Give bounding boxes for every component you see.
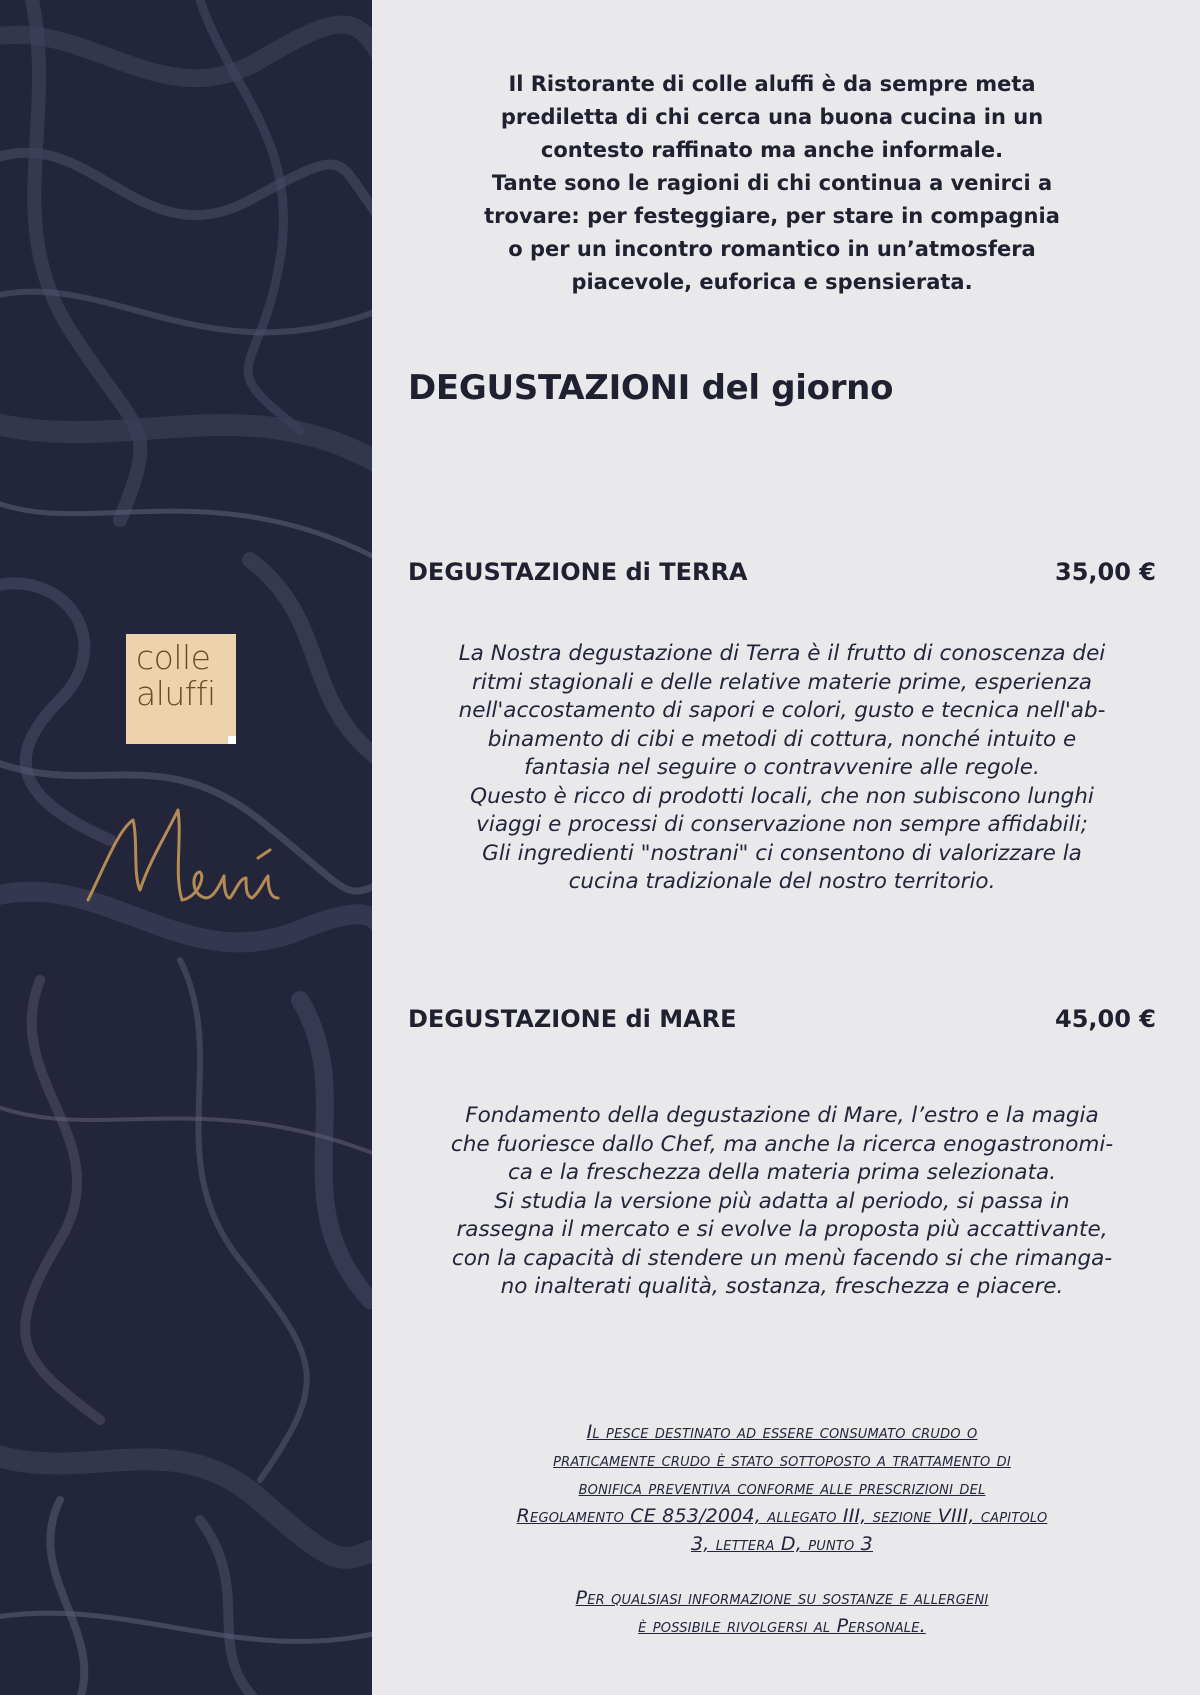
logo-line-2: aluffi	[136, 674, 216, 713]
notice-line: 3, lettera D, punto 3	[691, 1533, 873, 1555]
dish-description-terra	[412, 640, 1152, 897]
menu-script-lettering	[78, 780, 288, 930]
dish-name: DEGUSTAZIONE di TERRA	[408, 558, 748, 586]
intro-line: piacevole, euforica e spensierata.	[571, 270, 973, 294]
description-line: viaggi e processi di conservazione non sempre affidabili;	[476, 812, 1088, 837]
restaurant-intro	[462, 68, 1082, 299]
description-line: Fondamento della degustazione di Mare, l’estro e la magia	[465, 1103, 1099, 1128]
dish-price: 35,00 €	[1055, 558, 1156, 586]
description-line: Gli ingredienti "nostrani" ci consentono di valorizzare la	[482, 840, 1082, 866]
notice-line: bonifica preventiva conforme alle prescrizioni del	[578, 1477, 986, 1499]
dish-name: DEGUSTAZIONE di MARE	[408, 1005, 737, 1033]
notice-line: Regolamento CE 853/2004, allegato III, sezione VIII, capitolo	[516, 1505, 1048, 1527]
logo-line-1: colle	[136, 638, 211, 677]
notice-line: Il pesce destinato ad essere consumato crudo o	[586, 1421, 978, 1443]
brand-logo	[126, 634, 236, 744]
intro-line: o per un incontro romantico in un’atmosfera	[508, 237, 1036, 261]
description-line: che fuoriesce dallo Chef, ma anche la ricerca enogastronomi-	[450, 1131, 1114, 1157]
dish-header-mare	[408, 1005, 1156, 1033]
menu-content	[372, 0, 1200, 1695]
description-line: binamento di cibi e metodi di cottura, nonché intuito e	[487, 726, 1077, 752]
description-line: ca e la freschezza della materia prima selezionata.	[507, 1160, 1057, 1185]
description-line: nell'accostamento di sapori e colori, gusto e tecnica nell'ab-	[458, 698, 1106, 723]
raw-fish-notice	[412, 1418, 1152, 1558]
section-title: DEGUSTAZIONI del giorno	[408, 368, 894, 408]
notice-line: Per qualsiasi informazione su sostanze e allergeni	[575, 1587, 989, 1609]
intro-line: trovare: per festeggiare, per stare in compagnia	[484, 204, 1060, 228]
description-line: Si studia la versione più adatta al periodo, si passa in	[494, 1188, 1070, 1214]
dish-description-mare	[412, 1102, 1152, 1302]
allergen-notice	[412, 1584, 1152, 1640]
notice-line: praticamente crudo è stato sottoposto a trattamento di	[553, 1449, 1011, 1471]
dish-header-terra	[408, 558, 1156, 586]
intro-line: contesto raffinato ma anche informale.	[540, 138, 1004, 162]
logo-corner-mark	[228, 736, 236, 744]
intro-line: Tante sono le ragioni di chi continua a venirci a	[491, 171, 1053, 195]
description-line: fantasia nel seguire o contravvenire alle regole.	[524, 755, 1040, 780]
description-line: no inalterati qualità, sostanza, freschezza e piacere.	[500, 1274, 1064, 1299]
description-line: Questo è ricco di prodotti locali, che non subiscono lunghi	[470, 783, 1094, 809]
description-line: La Nostra degustazione di Terra è il frutto di conoscenza dei	[458, 641, 1106, 666]
description-line: cucina tradizionale del nostro territorio.	[568, 869, 996, 894]
notice-line: è possibile rivolgersi al Personale.	[638, 1615, 926, 1637]
intro-line: Il Ristorante di colle aluffi è da sempre meta	[508, 72, 1036, 96]
dish-price: 45,00 €	[1055, 1005, 1156, 1033]
intro-line: prediletta di chi cerca una buona cucina in un	[500, 105, 1044, 129]
description-line: con la capacità di stendere un menù facendo si che rimanga-	[451, 1245, 1113, 1271]
description-line: rassegna il mercato e si evolve la proposta più accattivante,	[456, 1217, 1108, 1242]
marble-sidebar	[0, 0, 372, 1695]
description-line: ritmi stagionali e delle relative materie prime, esperienza	[472, 669, 1092, 695]
